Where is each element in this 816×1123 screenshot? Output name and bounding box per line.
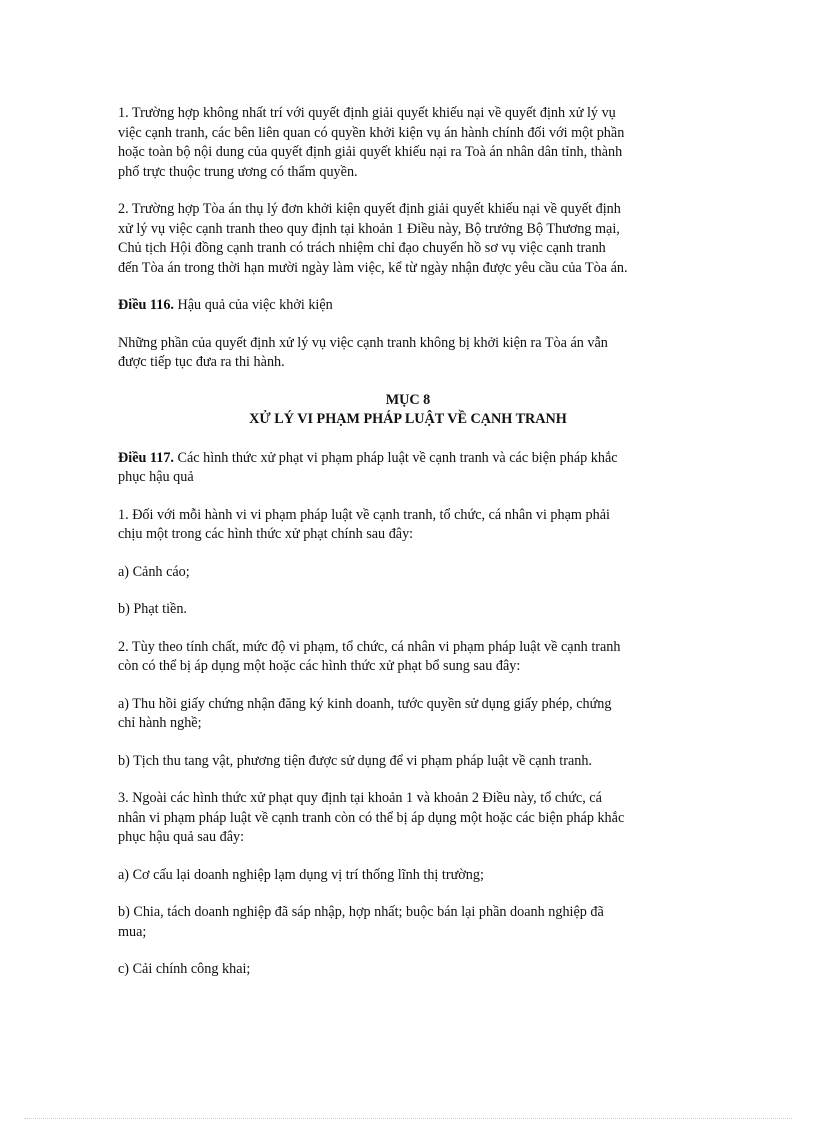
- section-title: XỬ LÝ VI PHẠM PHÁP LUẬT VỀ CẠNH TRANH: [249, 410, 567, 427]
- paragraph-13: [118, 960, 698, 980]
- paragraph-8: [118, 695, 698, 734]
- paragraph-12: [118, 903, 698, 942]
- paragraph-9: [118, 752, 698, 772]
- text-line: còn có thể bị áp dụng một hoặc các hình thức xử phạt bổ sung sau đây:: [118, 658, 521, 674]
- text-line: a) Thu hồi giấy chứng nhận đăng ký kinh doanh, tước quyền sử dụng giấy phép, chứng: [118, 695, 612, 712]
- text-line: xử lý vụ việc cạnh tranh theo quy định tại khoản 1 Điều này, Bộ trưởng Bộ Thương mại,: [118, 220, 620, 237]
- text-line: phục hậu quả sau đây:: [118, 829, 245, 845]
- article-117-line-2: phục hậu quả: [118, 469, 194, 485]
- text-line: 1. Đối với mỗi hành vi vi phạm pháp luật về cạnh tranh, tổ chức, cá nhân vi phạm phải: [118, 506, 610, 523]
- text-line: b) Tịch thu tang vật, phương tiện được sử dụng để vi phạm pháp luật về cạnh tranh.: [118, 752, 592, 769]
- paragraph-4: [118, 506, 698, 545]
- document-page: [118, 104, 698, 998]
- paragraph-5: [118, 563, 698, 583]
- text-line: 3. Ngoài các hình thức xử phạt quy định tại khoản 1 và khoản 2 Điều này, tổ chức, cá: [118, 790, 602, 806]
- paragraph-1: [118, 104, 698, 182]
- article-116-line: [118, 296, 698, 316]
- text-line: hoặc toàn bộ nội dung của quyết định giải quyết khiếu nại ra Toà án nhân dân tỉnh, thành: [118, 144, 623, 160]
- text-line: mua;: [118, 923, 147, 940]
- article-116-heading: [118, 296, 698, 316]
- article-116-label: Điều 116.: [118, 297, 174, 313]
- article-117-heading: [118, 449, 698, 488]
- article-116-title: Hậu quả của việc khởi kiện: [173, 297, 333, 313]
- text-line: 2. Trường hợp Tòa án thụ lý đơn khởi kiện quyết định giải quyết khiếu nại về quyết định: [118, 201, 621, 217]
- text-line: nhân vi phạm pháp luật về cạnh tranh còn có thể bị áp dụng một hoặc các biện pháp khắc: [118, 809, 625, 826]
- paragraph-11: [118, 866, 698, 886]
- text-line: a) Cơ cấu lại doanh nghiệp lạm dụng vị trí thống lĩnh thị trường;: [118, 866, 484, 883]
- section-heading: [118, 391, 698, 429]
- text-line: đến Tòa án trong thời hạn mười ngày làm việc, kể từ ngày nhận được yêu cầu của Tòa án.: [118, 259, 628, 276]
- article-117-title: Các hình thức xử phạt vi phạm pháp luật về cạnh tranh và các biện pháp khắc: [173, 449, 618, 466]
- text-line: b) Chia, tách doanh nghiệp đã sáp nhập, hợp nhất; buộc bán lại phần doanh nghiệp đã: [118, 904, 604, 920]
- article-117-label: Điều 117.: [118, 449, 174, 466]
- paragraph-10: [118, 789, 698, 848]
- section-number: MỤC 8: [385, 391, 431, 408]
- text-line: Chủ tịch Hội đồng cạnh tranh có trách nhiệm chỉ đạo chuyển hồ sơ vụ việc cạnh tranh: [118, 240, 606, 256]
- text-line: a) Cảnh cáo;: [118, 563, 190, 580]
- page-bottom-divider: [24, 1118, 792, 1119]
- text-line: chỉ hành nghề;: [118, 715, 202, 731]
- text-line: được tiếp tục đưa ra thi hành.: [118, 354, 285, 370]
- text-line: chịu một trong các hình thức xử phạt chính sau đây:: [118, 526, 414, 542]
- article-117-line-1: [118, 449, 698, 469]
- text-line: Những phần của quyết định xử lý vụ việc cạnh tranh không bị khởi kiện ra Tòa án vẫn: [118, 334, 608, 351]
- text-line: phố trực thuộc trung ương có thẩm quyền.: [118, 163, 358, 180]
- paragraph-3: [118, 334, 698, 373]
- paragraph-7: [118, 638, 698, 677]
- paragraph-2: [118, 200, 698, 278]
- text-line: 1. Trường hợp không nhất trí với quyết định giải quyết khiếu nại về quyết định xử lý vụ: [118, 105, 616, 121]
- text-line: c) Cải chính công khai;: [118, 961, 251, 977]
- text-line: b) Phạt tiền.: [118, 601, 187, 617]
- text-line: 2. Tùy theo tính chất, mức độ vi phạm, tổ chức, cá nhân vi phạm pháp luật về cạnh tranh: [118, 638, 621, 655]
- paragraph-6: [118, 600, 698, 620]
- text-line: việc cạnh tranh, các bên liên quan có quyền khởi kiện vụ án hành chính đối với một phần: [118, 124, 625, 141]
